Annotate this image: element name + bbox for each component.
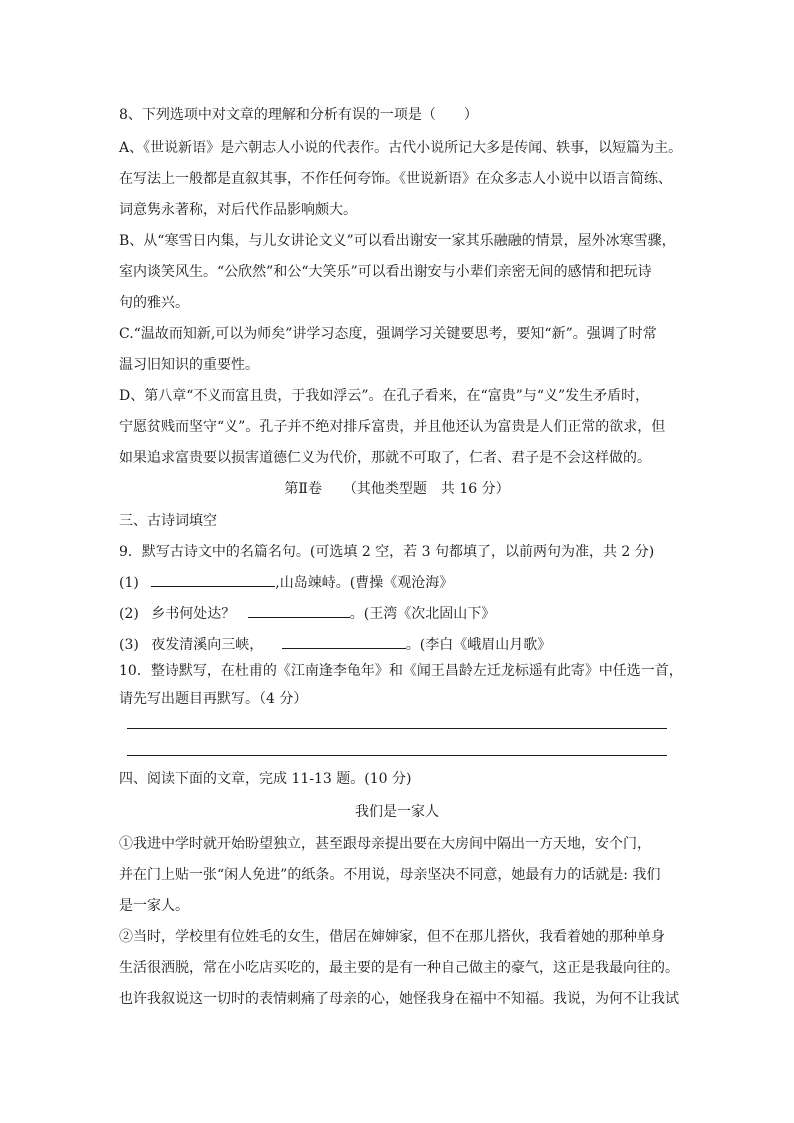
q8-option-b-line-1: B、从“寒雪日内集，与儿女讲论文义”可以看出谢安一家其乐融融的情景，屋外冰寒雪骤， xyxy=(119,233,676,249)
q9-item-2 xyxy=(119,603,495,623)
q9-item-3-prompt: 夜发清溪向三峡， xyxy=(151,637,264,653)
q9-item-3 xyxy=(119,634,551,654)
q9-item-1-source: ,山岛竦峙。(曹操《观沧海》 xyxy=(275,575,454,591)
para-2-line-2: 生活很洒脱，常在小吃店买吃的，最主要的是有一种自己做主的豪气，这正是我最向往的。 xyxy=(119,960,679,976)
section-4-heading: 四、阅读下面的文章，完成 11-13 题。(10 分) xyxy=(119,771,412,787)
q8-option-c-line-1: C.“温故而知新,可以为师矣”讲学习态度，强调学习关键要思考，要知“新”。强调了时常 xyxy=(119,326,657,342)
section-3-heading: 三、古诗词填空 xyxy=(119,513,217,529)
q9-item-1-number: (1) xyxy=(119,575,139,591)
q8-option-d-line-2: 宁愿贫贱而坚守“义”。孔子并不绝对排斥富贵，并且他还认为富贵是人们正常的欲求，但 xyxy=(119,419,666,435)
q8-option-c-line-2: 温习旧知识的重要性。 xyxy=(119,357,259,373)
q8-option-a-line-3: 词意隽永著称，对后代作品影响颇大。 xyxy=(119,202,357,218)
para-1-line-1: ①我进中学时就开始盼望独立，甚至跟母亲提出要在大房间中隔出一方天地，安个门， xyxy=(119,836,651,852)
q8-stem: 8、下列选项中对文章的理解和分析有误的一项是（ ） xyxy=(119,107,478,123)
para-1-line-3: 是一家人。 xyxy=(119,898,189,914)
q9-item-2-answer-blank[interactable] xyxy=(248,603,350,618)
part-2-title: 第Ⅱ卷 （其他类型题 共 16 分） xyxy=(284,481,510,497)
q8-option-b-line-2: 室内谈笑风生。“公欣然”和公“大笑乐”可以看出谢安与小辈们亲密无间的感情和把玩诗 xyxy=(119,264,652,280)
q9-item-2-prompt: 乡书何处达？ xyxy=(151,606,236,622)
q8-option-b-line-3: 句的雅兴。 xyxy=(119,295,189,311)
q9-item-1-answer-blank[interactable] xyxy=(151,572,275,587)
q8-option-a-line-1: A、《世说新语》是六朝志人小说的代表作。古代小说所记大多是传闻、轶事，以短篇为主。 xyxy=(119,140,683,156)
q8-option-d-line-1: D、第八章“不义而富且贵，于我如浮云”。在孔子看来，在“富贵”与“义”发生矛盾时， xyxy=(119,388,650,404)
q9-stem: 9．默写古诗文中的名篇名句。(可选填 2 空，若 3 句都填了，以前两句为准，共 2 分) xyxy=(119,544,655,560)
q9-item-3-number: (3) xyxy=(119,637,139,653)
q10-line-2: 请先写出题目再默写。（4 分） xyxy=(119,691,308,707)
q8-option-a-line-2: 在写法上一般都是直叙其事，不作任何夸饰。《世说新语》在众多志人小说中以语言简练、 xyxy=(119,171,672,187)
para-2-line-3: 也许我叙说这一切时的表情刺痛了母亲的心，她怪我身在福中不知福。我说，为何不让我试 xyxy=(119,991,679,1007)
q9-item-2-number: (2) xyxy=(119,606,139,622)
para-1-line-2: 并在门上贴一张“闲人免进”的纸条。不用说，母亲坚决不同意，她最有力的话就是: 我们 xyxy=(119,867,661,883)
para-2-line-1: ②当时，学校里有位姓毛的女生，借居在婶婶家，但不在那儿搭伙，我看着她的那种单身 xyxy=(119,929,665,945)
q10-line-1: 10．整诗默写，在杜甫的《江南逢李龟年》和《闻王昌龄左迁龙标遥有此寄》中任选一首， xyxy=(119,663,683,679)
answer-line-2[interactable] xyxy=(127,755,667,756)
article-title: 我们是一家人 xyxy=(355,804,439,820)
q9-item-3-source: 。(李白《峨眉山月歌》 xyxy=(405,637,552,653)
answer-line-1[interactable] xyxy=(127,728,667,729)
q8-option-d-line-3: 如果追求富贵要以损害道德仁义为代价，那就不可取了，仁者、君子是不会这样做的。 xyxy=(119,450,651,466)
q9-item-1 xyxy=(119,572,453,592)
q9-item-3-answer-blank[interactable] xyxy=(282,634,406,649)
q9-item-2-source: 。(王湾《次北固山下》 xyxy=(349,606,496,622)
